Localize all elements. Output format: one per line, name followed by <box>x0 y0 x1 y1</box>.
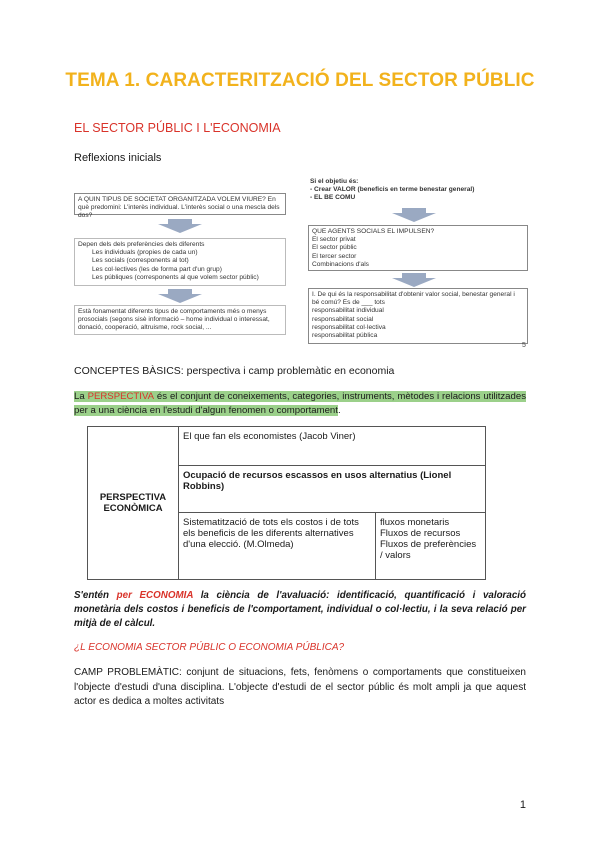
right-intro <box>310 178 528 203</box>
right-intro-line: - Crear VALOR (beneficis en terme benestar general) <box>310 186 475 194</box>
camp-problematic: CAMP PROBLEMÀTIC: conjunt de situacions, fets, fenòmens o comportaments que constitueixen l'objecte d'estudi d'una disciplina. L'objecte d'estudi de el sector públic és molt ampli ja que aquest actor es dedica a moltes activitats <box>74 667 526 707</box>
right-diagram <box>308 178 530 350</box>
table-cell-viner: El que fan els economistes (Jacob Viner) <box>179 427 486 466</box>
economia-start: S'entén <box>74 590 109 601</box>
table-cell-olmeda: Sistematització de tots els costos i de tots els beneficis de les diferents alternatives d'una elecció. (M.Olmeda) <box>179 513 376 580</box>
table-cell-robbins: Ocupació de recursos escassos en usos alternatius (Lionel Robbins) <box>179 466 486 513</box>
definition-term: PERSPECTIVA <box>87 391 155 402</box>
left-box-comportaments <box>74 305 286 335</box>
slide-number: 5 <box>522 342 526 349</box>
left-box2-line: Les socials (corresponents al tot) <box>92 257 189 265</box>
economia-text: la ciència de l'avaluació: identificació, quantificació i valoració monetària dels costos i beneficis de l'comportament, individual o col·lectiu, i la seva relació per mitjà de el càlcul. <box>74 590 526 629</box>
flux-item: fluxos monetaris <box>380 517 450 528</box>
left-box3-line: Està fonamentat diferents tipus de comportaments més o menys <box>78 308 267 315</box>
page-number: 1 <box>519 799 526 811</box>
right-box2-line: responsabilitat social <box>312 315 374 323</box>
reflexions-label: Reflexions inicials <box>74 152 162 164</box>
question-heading: ¿L ECONOMIA SECTOR PÚBLIC O ECONOMIA PÚBLICA? <box>74 642 345 653</box>
economia-definition <box>74 589 526 631</box>
table-cell-fluxos <box>376 513 486 580</box>
arrow-down-icon <box>388 208 440 222</box>
right-box2-line: responsabilitat individual <box>312 307 384 315</box>
flux-item: Fluxos de recursos <box>380 528 461 539</box>
right-box2-line: responsabilitat pública <box>312 332 378 340</box>
economia-term: per ECONOMIA <box>116 590 194 601</box>
left-box1-text: A QUIN TIPUS DE SOCIETAT ORGANITZADA VOLEM VIURE? En què predomini: L'interès individual. L'interès social o una mescla dels dos? <box>78 196 280 220</box>
right-box1-line: Combinacions d'als <box>312 260 369 268</box>
right-box1-line: QUE AGENTS SOCIALS EL IMPULSEN? <box>312 228 435 235</box>
left-box3-line: donació, cooperació, altruisme, rock social, ... <box>78 324 212 332</box>
right-box2-line: bé comú? És de ___ tots <box>312 299 385 307</box>
arrow-down-icon <box>154 289 206 303</box>
arrow-down-icon <box>154 219 206 233</box>
left-box3-line: prosocials (segons sisè informació – home individual o interessat, <box>78 316 270 324</box>
right-intro-line: Si el objetiu és: <box>310 178 359 185</box>
definition-text: és el conjunt de coneixements, categories, instruments, mètodes i relacions utilitzades per a una ciència en l'estudi d'algun fenomen o comportament <box>74 391 526 416</box>
right-box-agents <box>308 225 528 271</box>
left-box2-line: Les individuals (propies de cada un) <box>92 249 198 257</box>
perspectiva-definition <box>74 390 526 418</box>
arrow-down-icon <box>388 273 440 287</box>
right-box2-line: I. De qui és la responsabilitat d'obtenir valor social, benestar general i <box>312 291 515 298</box>
right-intro-line: - EL BE COMÚ <box>310 194 356 202</box>
left-box-preferencies <box>74 238 286 286</box>
right-box-responsabilitat <box>308 288 528 344</box>
conceptes-heading: CONCEPTES BÀSICS: perspectiva i camp problemàtic en economia <box>74 365 395 377</box>
left-box2-line: Les col·lectives (les de forma part d'un grup) <box>92 265 222 273</box>
flux-item: Fluxos de preferències / valors <box>380 539 477 561</box>
right-box1-line: El tercer sector <box>312 252 357 260</box>
right-box2-line: responsabilitat col·lectiva <box>312 323 386 331</box>
section-subtitle: EL SECTOR PÚBLIC I L'ECONOMIA <box>74 121 281 135</box>
left-box2-line: Les públiques (corresponents al que volem sector públic) <box>92 273 259 281</box>
perspectiva-table <box>87 426 486 580</box>
right-box1-line: El sector privat <box>312 236 356 244</box>
left-diagram <box>74 190 290 338</box>
right-box1-line: El sector públic <box>312 244 357 252</box>
definition-end: . <box>337 405 341 416</box>
page-title: TEMA 1. CARACTERITZACIÓ DEL SECTOR PÚBLIC <box>65 70 535 91</box>
definition-la: La <box>74 391 85 402</box>
table-row-head: PERSPECTIVA ECONÒMICA <box>88 427 179 580</box>
left-box2-line: Depen dels dels preferències dels diferents <box>78 241 205 248</box>
left-box-societat <box>74 193 286 220</box>
